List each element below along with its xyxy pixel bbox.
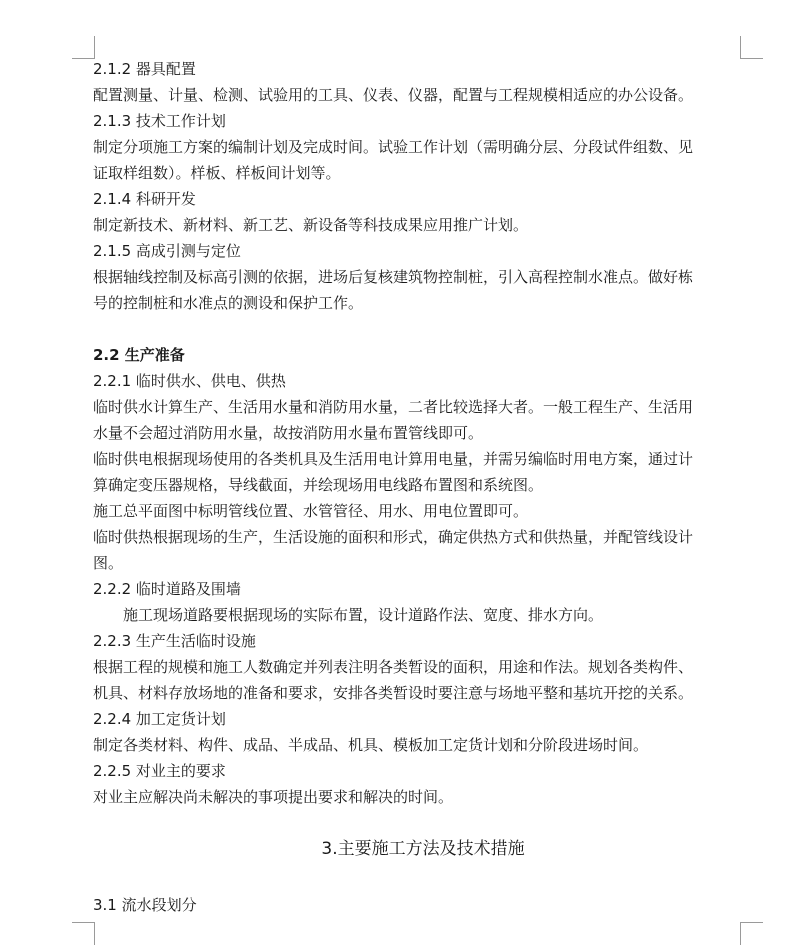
- crop-mark-top-left: [72, 36, 95, 59]
- heading-2-2: 2.2 生产准备: [93, 346, 185, 364]
- paragraph-2-2-4: 制定各类材料、构件、成品、半成品、机具、模板加工定货计划和分阶段进场时间。: [93, 736, 649, 754]
- paragraph-2-2-1-line-6: 临时供热根据现场的生产，生活设施的面积和形式，确定供热方式和供热量，并配管线设计: [93, 528, 694, 546]
- heading-2-1-4: 2.1.4 科研开发: [93, 190, 196, 208]
- heading-2-2-5: 2.2.5 对业主的要求: [93, 762, 226, 780]
- paragraph-2-1-2: 配置测量、计量、检测、试验用的工具、仪表、仪器，配置与工程规模相适应的办公设备。: [93, 86, 694, 104]
- crop-mark-top-right: [740, 36, 763, 59]
- heading-2-1-3: 2.1.3 技术工作计划: [93, 112, 226, 130]
- paragraph-2-2-1-line-5: 施工总平面图中标明管线位置、水管管径、用水、用电位置即可。: [93, 502, 529, 520]
- paragraph-2-2-1-line-3: 临时供电根据现场使用的各类机具及生活用电计算用电量，并需另编临时用电方案，通过计: [93, 450, 694, 468]
- paragraph-2-1-3-line-1: 制定分项施工方案的编制计划及完成时间。试验工作计划（需明确分层、分段试件组数、见: [93, 138, 694, 156]
- heading-2-2-2: 2.2.2 临时道路及围墙: [93, 580, 241, 598]
- document-body: [93, 56, 738, 918]
- paragraph-2-1-5-line-2: 号的控制桩和水准点的测设和保护工作。: [93, 294, 364, 312]
- heading-3-1: 3.1 流水段划分: [93, 896, 197, 914]
- paragraph-2-2-3-line-1: 根据工程的规模和施工人数确定并列表注明各类暂设的面积，用途和作法。规划各类构件、: [93, 658, 694, 676]
- heading-2-1-5: 2.1.5 高成引测与定位: [93, 242, 241, 260]
- paragraph-2-2-1-line-7: 图。: [93, 554, 124, 572]
- paragraph-2-1-3-line-2: 证取样组数）。样板、样板间计划等。: [93, 164, 341, 182]
- heading-2-1-2: 2.1.2 器具配置: [93, 60, 196, 78]
- paragraph-2-1-4: 制定新技术、新材料、新工艺、新设备等科技成果应用推广计划。: [93, 216, 529, 234]
- heading-2-2-1: 2.2.1 临时供水、供电、供热: [93, 372, 286, 390]
- heading-2-2-4: 2.2.4 加工定货计划: [93, 710, 226, 728]
- blank-line: [93, 316, 738, 342]
- paragraph-2-1-5-line-1: 根据轴线控制及标高引测的依据，进场后复核建筑物控制桩，引入高程控制水准点。做好栋: [93, 268, 694, 286]
- paragraph-2-2-1-line-2: 水量不会超过消防用水量，故按消防用水量布置管线即可。: [93, 424, 484, 442]
- paragraph-2-2-3-line-2: 机具、材料存放场地的准备和要求，安排各类暂设时要注意与场地平整和基坑开挖的关系。: [93, 684, 694, 702]
- paragraph-2-2-1-line-1: 临时供水计算生产、生活用水量和消防用水量，二者比较选择大者。一般工程生产、生活用: [93, 398, 694, 416]
- heading-2-2-3: 2.2.3 生产生活临时设施: [93, 632, 256, 650]
- paragraph-2-2-5: 对业主应解决尚未解决的事项提出要求和解决的时间。: [93, 788, 454, 806]
- chapter-3-title: 3.主要施工方法及技术措施: [321, 839, 525, 859]
- paragraph-2-2-2: 施工现场道路要根据现场的实际布置，设计道路作法、宽度、排水方向。: [123, 606, 604, 624]
- paragraph-2-2-1-line-4: 算确定变压器规格，导线截面，并绘现场用电线路布置图和系统图。: [93, 476, 544, 494]
